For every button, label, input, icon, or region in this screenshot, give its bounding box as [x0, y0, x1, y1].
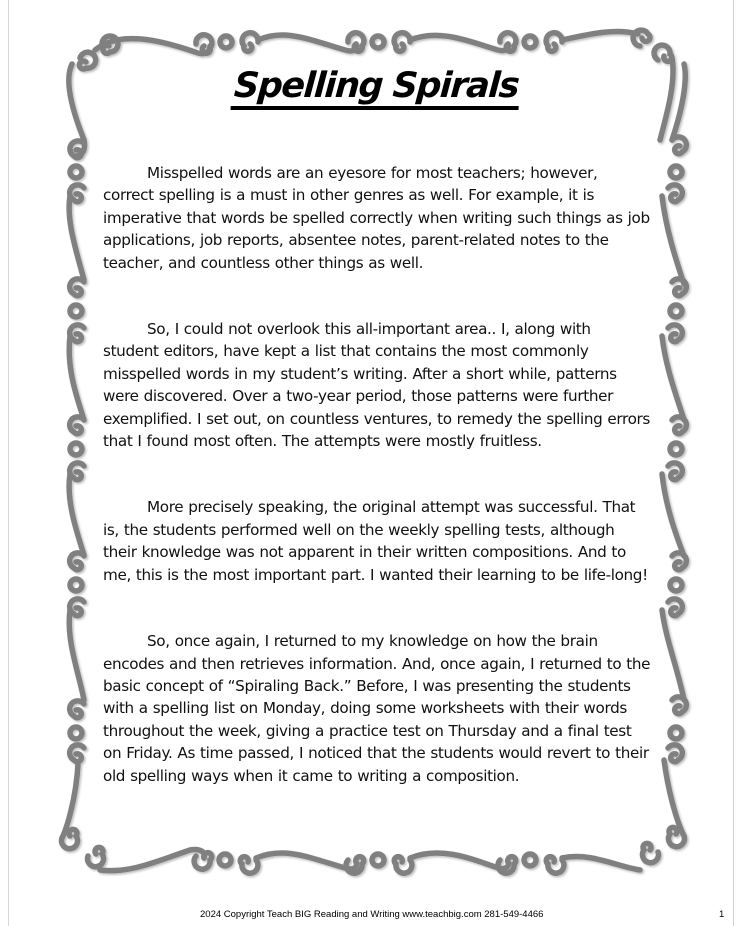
page-title-text: Spelling Spirals — [230, 66, 521, 110]
paragraph-1: Misspelled words are an eyesore for most teachers; however, correct spelling is a must in other genres as well. For example, it is imperative that words be spelled correctly when writing such things as job applications, job reports, absentee notes, parent-related notes to the teacher, and countless other things as well. — [103, 164, 650, 272]
paragraph-3: More precisely speaking, the original attempt was successful. That is, the students performed well on the weekly spelling tests, although their knowledge was not apparent in their written compositions. And to me, this is the most important part. I wanted their learning to be life-long! — [103, 498, 648, 584]
document-body — [103, 162, 651, 787]
page-number: 1 — [719, 909, 725, 920]
copyright-footer: 2024 Copyright Teach BIG Reading and Writing www.teachbig.com 281-549-4466 — [200, 909, 544, 920]
paragraph-4: So, once again, I returned to my knowledge on how the brain encodes and then retrieves information. And, once again, I returned to the basic concept of “Spiraling Back.” Before, I was presenting the students with a spelling list on Monday, doing some worksheets with their words throughout the week, giving a practice test on Thursday and a final test on Friday. As time passed, I noticed that the students would revert to their old spelling ways when it came to writing a composition. — [103, 632, 651, 785]
paragraph-2: So, I could not overlook this all-important area.. I, along with student editors, have kept a list that contains the most commonly misspelled words in my student’s writing. After a short while, patterns were discovered. Over a two-year period, those patterns were further exemplified. I set out, on countless ventures, to remedy the spelling errors that I found most often. The attempts were mostly fruitless. — [103, 320, 650, 451]
page-title — [0, 66, 752, 110]
